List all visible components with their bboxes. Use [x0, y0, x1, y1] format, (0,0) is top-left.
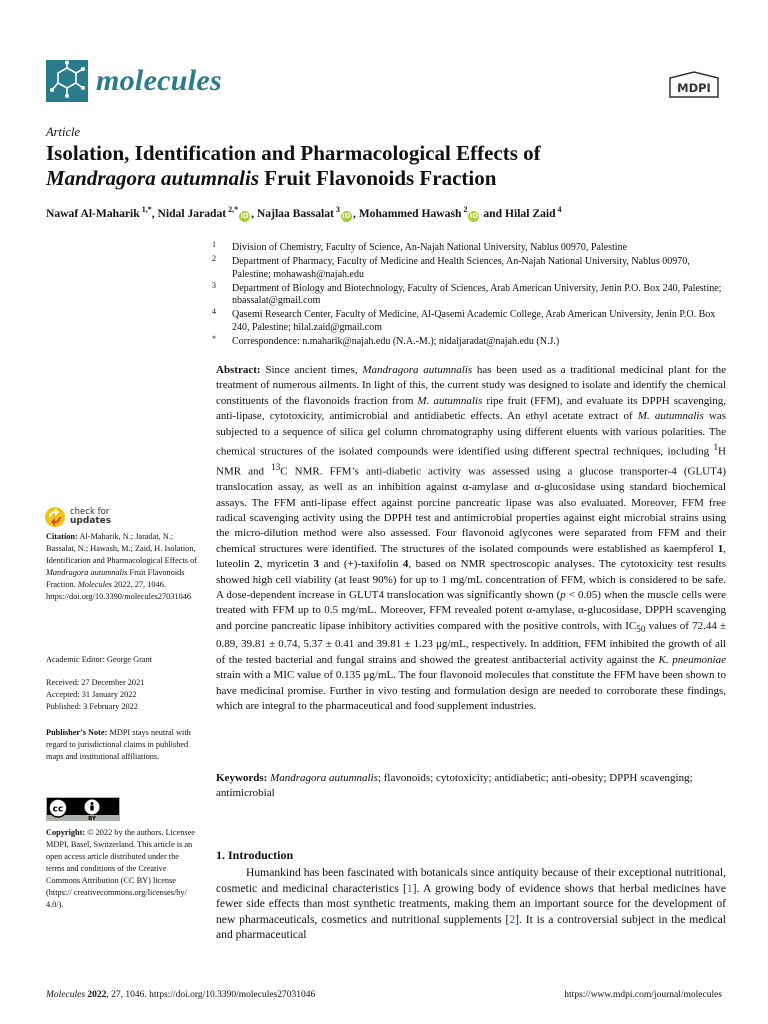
introduction-heading: 1. Introduction	[216, 848, 294, 862]
keywords-text: ; flavonoids; cytotoxicity; antidiabetic; anti-obesity; DPPH scavenging; antimicrobial	[216, 772, 693, 800]
abstract-text: K. pneumoniae	[658, 653, 726, 666]
check-for-updates-badge[interactable]	[44, 506, 111, 528]
author-name: Nawaf Al-Maharik	[46, 206, 140, 220]
abstract-text: C NMR. FFM’s anti-diabetic activity was assessed using a glucose transporter-4 (GLUT4) translocation assay, as well as an inhibition against α-amylase and α-glucosidase using standard biochemical assays. The FFM anti-lipase effect against porcine pancreatic lipase was also evaluated. Moreover, FFM free radical scavenging activity using the DPPH test and antimicrobial properties against eight microbial strains using the micro-dilution method were also assessed. Four flavonoid aglycones were separated from FFM and their chemical structures were identified. The structures of the isolated compounds were established as kaempferol	[216, 465, 727, 555]
article-type: Article	[46, 125, 81, 139]
author-affiliation-mark: 2,*	[226, 205, 239, 214]
author-name: Nidal Jaradat	[157, 206, 227, 220]
author-affiliation-mark: 1,*	[139, 205, 152, 214]
publisher-note-text: MDPI stays neutral with regard to jurisdictional claims in published maps and institutional affiliations.	[46, 728, 191, 761]
citation-label: Citation:	[46, 532, 78, 541]
orcid-icon[interactable]: iD	[240, 211, 249, 220]
introduction-text: Humankind has been fascinated with botanicals since antiquity because of their exceptional nutritional, cosmetic and medicinal characteristics [	[216, 866, 726, 895]
footer-journal-url[interactable]: https://www.mdpi.com/journal/molecules	[564, 990, 722, 1000]
abstract-text: has been used as a traditional medicinal plant for the treatment of numerous ailments. In light of this, the current study was designed to isolate and identify the chemical constituents of the flavonoids fraction from	[216, 364, 726, 407]
affiliation-mark: 2	[212, 254, 216, 264]
abstract-text: < 0.05) when the muscle cells were treated with FFM up to 0.5 mg/mL. Moreover, FFM revealed potent α-amylase, α-glucosidase, DPPH scavenging and porcine pancreatic lipase inhibitory activities compared with the positive controls, with IC	[216, 589, 726, 632]
abstract-text: 4	[402, 558, 409, 571]
affiliation-mark: 4	[212, 307, 216, 317]
abstract-text: Mandragora autumnalis	[362, 364, 473, 376]
abstract-text: , based on NMR spectroscopic analyses. The cytotoxicity test results showed high cell viability (at least 90%) for up to 1 mg/mL concentration of FFM, which is considered to be safe. A dose-dependent increase in GLUT4 translocation was significantly shown (	[216, 558, 727, 601]
introduction-body	[216, 865, 726, 943]
publisher-note-label: Publisher’s Note:	[46, 728, 108, 737]
copyright-label: Copyright:	[46, 828, 86, 837]
abstract-text: , myricetin	[259, 558, 314, 571]
affiliation-item	[212, 280, 727, 308]
abstract-text: 3	[313, 558, 320, 571]
author-name: Najlaa Bassalat	[256, 206, 334, 220]
citation-text: Fruit Flavonoids Fraction.	[46, 568, 185, 589]
mdpi-logo-icon	[667, 70, 721, 100]
check-updates-line2: updates	[70, 516, 112, 526]
author-separator: and	[480, 206, 505, 220]
affiliation-text: Qasemi Research Center, Faculty of Medicine, Al-Qasemi Academic College, Arab American University, Jenin P.O. Box 240, Palestine; hilal.zaid@gmail.com	[232, 309, 716, 333]
abstract-text: , luteolin	[216, 542, 726, 571]
publisher-note	[46, 727, 198, 763]
abstract-text: values of 72.44 ± 0.89, 39.81 ± 0.74, 5.37 ± 0.41 and 39.81 ± 1.23 μg/mL, respectively. In addition, FFM inhibited the growth of all of the tested bacterial and fungal strains and showed the greatest antibacterial activity against the	[216, 619, 726, 666]
abstract-text: 1	[713, 442, 719, 453]
title-line-1: Isolation, Identification and Pharmacological Effects of	[46, 141, 541, 165]
abstract	[216, 363, 726, 714]
author-name: Mohammed Hawash	[358, 206, 462, 220]
author-name: Hilal Zaid	[504, 206, 556, 220]
affiliation-item	[212, 256, 727, 281]
abstract-text: 50	[636, 624, 646, 634]
academic-editor: Academic Editor: George Grant	[46, 655, 153, 664]
footer-journal: Molecules	[46, 990, 86, 1000]
footer-doi: , 27, 1046. https://doi.org/10.3390/molecules27031046	[106, 990, 316, 1000]
reference-link[interactable]: 2	[509, 912, 516, 926]
cc-by-license-icon[interactable]	[46, 797, 120, 821]
citation-text: Molecules	[77, 580, 112, 589]
affiliation-text: Correspondence: n.maharik@najah.edu (N.A.-M.); nidaljaradat@najah.edu (N.J.)	[232, 336, 560, 348]
orcid-icon[interactable]: iD	[469, 211, 479, 220]
abstract-text: 2	[254, 558, 260, 571]
publication-dates	[46, 677, 198, 713]
introduction-text: ]. It is a controversial subject in the medical and pharmaceutical	[216, 912, 726, 941]
affiliation-item	[212, 336, 727, 348]
keywords-label: Keywords:	[216, 772, 268, 784]
introduction-text: ]. A growing body of evidence shows that herbal medicines have fewer side effects than most synthetic treatments, making them an important source for the development of new pharmaceuticals, cosmetics and nutritional supplements [	[216, 881, 726, 926]
affiliation-text: Department of Pharmacy, Faculty of Medicine and Health Sciences, An-Najah National University, Nablus 00970, Palestine; mohawash@najah.edu	[232, 256, 690, 280]
cc-text: cc	[52, 804, 64, 815]
author-affiliation-mark: 2	[461, 205, 468, 214]
copyright-block	[46, 827, 198, 911]
abstract-text: ripe fruit (FFM), and evaluate its DPPH scavenging, anti-lipase, cytotoxicity, antimicrobial and antidiabetic effects. An ethyl acetate extract of	[216, 394, 727, 423]
citation-text: 2022, 27, 1046. https://doi.org/10.3390/molecules27031046	[46, 580, 192, 601]
abstract-text: and (+)-taxifolin	[319, 558, 403, 571]
author-affiliation-mark: 4	[555, 205, 562, 214]
date-accepted: Accepted: 31 January 2022	[46, 690, 137, 699]
by-text: BY	[88, 816, 96, 821]
copyright-text: © 2022 by the authors. Licensee MDPI, Basel, Switzerland. This article is an open access article distributed under the terms and conditions of the Creative Commons Attribution (CC BY) license (https:// creativecommons.org/licenses/by/ 4.0/).	[46, 828, 195, 909]
author-separator: ,	[251, 206, 257, 220]
date-received: Received: 27 December 2021	[46, 678, 145, 687]
keywords-text: Mandragora autumnalis	[270, 772, 378, 784]
author-separator: ,	[352, 206, 359, 220]
affiliation-mark: 1	[212, 240, 216, 249]
abstract-label: Abstract:	[216, 364, 261, 376]
journal-logo	[46, 60, 222, 102]
affiliation-mark: 3	[212, 280, 216, 290]
author-separator: ,	[151, 206, 158, 220]
citation-text: Mandragora autumnalis	[46, 568, 128, 577]
abstract-text: Since ancient times,	[260, 364, 363, 376]
abstract-text: p	[560, 589, 566, 601]
abstract-text: 1	[717, 542, 724, 555]
molecule-logo-icon	[46, 60, 88, 102]
journal-name: molecules	[96, 64, 223, 97]
affiliation-mark: *	[212, 334, 216, 344]
affiliation-item	[212, 309, 727, 334]
abstract-text: 13	[271, 462, 281, 473]
keywords	[216, 771, 726, 802]
title-species: Mandragora autumnalis	[46, 166, 259, 190]
page-title	[46, 141, 726, 191]
date-published: Published: 3 February 2022	[46, 702, 138, 711]
check-updates-line1: check for	[70, 507, 110, 517]
author-affiliation-mark: 3	[333, 205, 340, 214]
abstract-text: was subjected to a sequence of silica gel column chromatography using different eluents with various polarities. The chemical structures of the isolated compounds were identified using different spectral techniques, including	[216, 410, 726, 458]
affiliation-text: Division of Chemistry, Faculty of Science, An-Najah National University, Nablus 00970, Palestine	[232, 242, 628, 253]
affiliations	[212, 242, 727, 350]
publisher-logo-text: MDPI	[677, 81, 711, 95]
abstract-text: M. autumnalis	[417, 394, 483, 407]
check-updates-icon	[44, 506, 66, 528]
citation-block	[46, 531, 198, 603]
abstract-text: strain with a MIC value of 0.135 μg/mL. The four flavonoid molecules that constitute the FFM have been shown to have medicinal promise. Further in vivo testing and formulation design are needed to corroborate these findings, which are integral to the pharmaceutical and food supplement industries.	[216, 669, 726, 713]
orcid-icon[interactable]: iD	[342, 211, 351, 220]
abstract-text: M. autumnalis	[637, 410, 704, 423]
footer-citation	[46, 990, 315, 1000]
author-list	[46, 205, 562, 222]
footer-year: 2022	[87, 990, 107, 1000]
title-line-2: Fruit Flavonoids Fraction	[259, 166, 497, 190]
citation-text: Al-Maharik, N.; Jaradat, N.; Bassalat, N.; Hawash, M.; Zaid, H. Isolation, Identification and Pharmacological Effects of	[46, 532, 197, 565]
affiliation-item	[212, 242, 727, 254]
reference-link[interactable]: 1	[406, 881, 413, 895]
affiliation-text: Department of Biology and Biotechnology, Faculty of Sciences, Arab American University, Jenin P.O. Box 240, Palestine; nbassalat@gmail.com	[232, 282, 722, 307]
abstract-text: H NMR and	[216, 445, 726, 478]
